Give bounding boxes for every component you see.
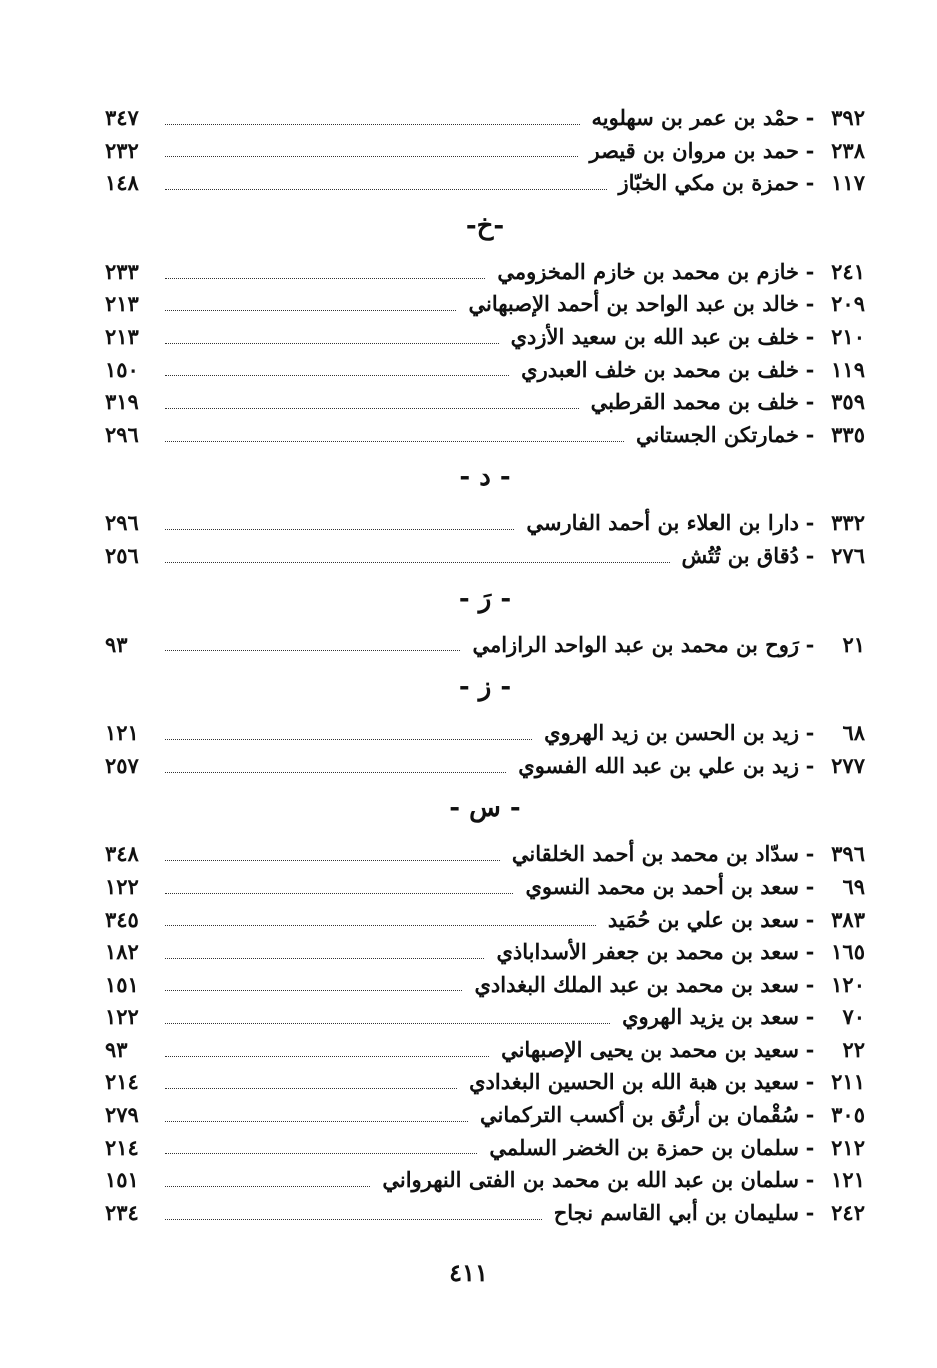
entry-dash: - <box>805 906 815 932</box>
entry-page: ١٥٠ <box>105 356 139 382</box>
entry-page: ٣٤٨ <box>105 841 139 867</box>
index-page <box>105 102 865 1229</box>
dot-leader <box>165 124 580 125</box>
section-heading: - د - <box>459 462 511 493</box>
entry-page: ٢١٤ <box>105 1069 139 1095</box>
entry-name: زيد بن الحسن بن زيد الهروي <box>544 720 799 746</box>
entry-page: ٢٩٦ <box>105 510 139 536</box>
entry-name: زيد بن علي بن عبد الله الفسوي <box>518 752 799 778</box>
entry-dash: - <box>805 323 815 349</box>
entry-page: ٩٣ <box>105 631 128 657</box>
entry-number: ٣٩٦ <box>831 841 865 867</box>
index-entry <box>105 750 865 783</box>
entry-number: ٣٨٣ <box>831 906 865 932</box>
index-entry <box>105 321 865 354</box>
entry-dash: - <box>805 1004 815 1030</box>
entry-dash: - <box>805 421 815 447</box>
index-entry <box>105 629 865 662</box>
section-heading: - س - <box>449 793 521 824</box>
entry-page: ١٨٢ <box>105 939 139 965</box>
entry-dash: - <box>805 1036 815 1062</box>
dot-leader <box>165 860 500 861</box>
entry-page: ٢٣٣ <box>105 258 139 284</box>
entry-dash: - <box>805 939 815 965</box>
entry-number: ٢٠٩ <box>831 291 865 317</box>
entry-name: سعد بن أحمد بن محمد النسوي <box>525 873 799 899</box>
entry-page: ١٢١ <box>105 720 139 746</box>
entry-name: سعد بن علي بن حُمَيد <box>607 906 799 932</box>
index-entry <box>105 936 865 969</box>
entry-dash: - <box>805 258 815 284</box>
entry-name: سعد بن يزيد الهروي <box>622 1004 799 1030</box>
page-number: ٤١١ <box>449 1258 488 1287</box>
entry-name: خمارتكن الجستاني <box>635 421 799 447</box>
entry-page: ١٢٢ <box>105 873 139 899</box>
entry-page: ١٥١ <box>105 1167 139 1193</box>
entry-name: سدّاد بن محمد بن أحمد الخلقاني <box>511 841 799 867</box>
entry-dash: - <box>805 137 815 163</box>
dot-leader <box>165 441 624 442</box>
entry-dash: - <box>805 873 815 899</box>
entry-dash: - <box>805 105 815 130</box>
entry-dash: - <box>805 720 815 746</box>
entry-dash: - <box>805 752 815 778</box>
entry-number: ٢٧٦ <box>831 542 865 568</box>
entry-name: دُقاق بن تُتُش <box>681 542 799 568</box>
dot-leader <box>165 156 578 157</box>
index-entry <box>105 354 865 387</box>
entry-page: ٢٣٤ <box>105 1199 139 1225</box>
entry-number: ١١٧ <box>831 170 865 196</box>
entry-number: ٢١ <box>842 631 865 657</box>
entry-dash: - <box>805 971 815 997</box>
entry-number: ٣٩٢ <box>831 105 865 130</box>
entry-name: خازم بن محمد بن خازم المخزومي <box>497 258 799 284</box>
entry-page: ٢٥٦ <box>105 542 139 568</box>
entry-number: ١٦٥ <box>831 939 865 965</box>
dot-leader <box>165 1153 477 1154</box>
entry-page: ١٢٢ <box>105 1004 139 1030</box>
dot-leader <box>165 990 462 991</box>
dot-leader <box>165 772 506 773</box>
index-entry <box>105 1001 865 1034</box>
index-entry <box>105 904 865 937</box>
index-entry <box>105 386 865 419</box>
dot-leader <box>165 1186 370 1187</box>
dot-leader <box>165 1023 610 1024</box>
index-entry <box>105 969 865 1002</box>
entry-number: ٧٠ <box>842 1004 865 1030</box>
dot-leader <box>165 958 484 959</box>
dot-leader <box>165 343 499 344</box>
entry-number: ٢٣٨ <box>831 137 865 163</box>
entry-number: ٦٨ <box>842 720 865 746</box>
entry-number: ٢٤٢ <box>831 1199 865 1225</box>
entry-name: سعيد بن هبة الله بن الحسين البغدادي <box>469 1069 799 1095</box>
index-entry <box>105 838 865 871</box>
entry-dash: - <box>805 1102 815 1128</box>
dot-leader <box>165 408 579 409</box>
entry-number: ٣٣٢ <box>831 510 865 536</box>
entry-number: ٣٥٩ <box>831 389 865 415</box>
entry-name: رَوح بن محمد بن عبد الواحد الرازامي <box>472 631 799 657</box>
entry-number: ٦٩ <box>842 873 865 899</box>
index-entry <box>105 1132 865 1165</box>
dot-leader <box>165 893 513 894</box>
entry-name: سلمان بن عبد الله بن محمد بن الفتى النهرواني <box>382 1167 799 1193</box>
entry-dash: - <box>805 1134 815 1160</box>
index-entry <box>105 1034 865 1067</box>
dot-leader <box>165 529 514 530</box>
index-entry <box>105 288 865 321</box>
entry-dash: - <box>805 542 815 568</box>
entry-number: ٢٤١ <box>831 258 865 284</box>
entry-name: حمد بن مروان بن قيصر <box>589 137 799 163</box>
index-entry <box>105 135 865 168</box>
dot-leader <box>165 739 532 740</box>
entry-dash: - <box>805 510 815 536</box>
entry-number: ٢٧٧ <box>831 752 865 778</box>
entry-page: ٢١٣ <box>105 323 139 349</box>
entry-name: حمزة بن مكي الخبّاز <box>618 170 799 196</box>
dot-leader <box>165 650 460 651</box>
entry-number: ٣٠٥ <box>831 1102 865 1128</box>
section-heading: -خ- <box>465 210 505 241</box>
entry-number: ١١٩ <box>831 356 865 382</box>
entry-page: ١٤٨ <box>105 170 139 196</box>
index-entry <box>105 1066 865 1099</box>
index-entry <box>105 102 865 135</box>
entry-dash: - <box>805 1167 815 1193</box>
entry-page: ١٥١ <box>105 971 139 997</box>
dot-leader <box>165 310 456 311</box>
entry-dash: - <box>805 1069 815 1095</box>
entry-name: دارا بن العلاء بن أحمد الفارسي <box>526 510 799 536</box>
entry-name: سُقْمان بن أرتُق بن أكسب التركماني <box>480 1102 799 1128</box>
entry-dash: - <box>805 356 815 382</box>
index-entry <box>105 256 865 289</box>
entry-dash: - <box>805 841 815 867</box>
index-entry <box>105 717 865 750</box>
entry-number: ٢١١ <box>831 1069 865 1095</box>
index-entry <box>105 419 865 452</box>
entry-number: ٢٢ <box>842 1036 865 1062</box>
entry-name: خلف بن محمد بن خلف العبدري <box>521 356 799 382</box>
entry-page: ٣٤٧ <box>105 105 139 130</box>
entry-page: ٢٧٩ <box>105 1102 139 1128</box>
dot-leader <box>165 1088 457 1089</box>
entry-page: ٣١٩ <box>105 389 139 415</box>
dot-leader <box>165 1121 468 1122</box>
index-entry <box>105 1099 865 1132</box>
dot-leader <box>165 278 485 279</box>
entry-name: سعيد بن محمد بن يحيى الإصبهاني <box>501 1036 799 1062</box>
entry-name: سلمان بن حمزة بن الخضر السلمي <box>489 1134 799 1160</box>
dot-leader <box>165 925 596 926</box>
entry-page: ٢١٤ <box>105 1134 139 1160</box>
entry-page: ٢٥٧ <box>105 752 139 778</box>
index-entry <box>105 1164 865 1197</box>
entry-number: ١٢١ <box>831 1167 865 1193</box>
dot-leader <box>165 375 509 376</box>
entry-dash: - <box>805 631 815 657</box>
entry-dash: - <box>805 1199 815 1225</box>
entry-name: سعد بن محمد بن عبد الملك البغدادي <box>474 971 799 997</box>
entry-number: ٣٣٥ <box>831 421 865 447</box>
entry-name: سعد بن محمد بن جعفر الأسداباذي <box>496 939 799 965</box>
index-entry <box>105 871 865 904</box>
entry-dash: - <box>805 291 815 317</box>
section-heading: - رَ - <box>458 583 512 614</box>
entry-name: حمْد بن عمر بن سهلويه <box>591 105 799 130</box>
entry-dash: - <box>805 389 815 415</box>
dot-leader <box>165 1219 542 1220</box>
index-entry <box>105 507 865 540</box>
entry-page: ٢٣٢ <box>105 137 139 163</box>
entry-dash: - <box>805 170 815 196</box>
entry-number: ٢١٠ <box>831 323 865 349</box>
entry-name: خلف بن عبد الله بن سعيد الأزدي <box>510 323 799 349</box>
entry-number: ١٢٠ <box>831 971 865 997</box>
entry-page: ٣٤٥ <box>105 906 139 932</box>
dot-leader <box>165 562 670 563</box>
entry-name: خلف بن محمد القرطبي <box>590 389 799 415</box>
entry-number: ٢١٢ <box>831 1134 865 1160</box>
entry-name: خالد بن عبد الواحد بن أحمد الإصبهاني <box>468 291 799 317</box>
index-entry <box>105 1197 865 1230</box>
entry-page: ٩٣ <box>105 1036 128 1062</box>
section-heading: - ز - <box>458 672 512 703</box>
entry-page: ٢٩٦ <box>105 421 139 447</box>
index-entry <box>105 167 865 200</box>
dot-leader <box>165 1056 489 1057</box>
entry-name: سليمان بن أبي القاسم نجاح <box>553 1199 799 1225</box>
dot-leader <box>165 189 607 190</box>
entry-page: ٢١٣ <box>105 291 139 317</box>
index-entry <box>105 540 865 573</box>
